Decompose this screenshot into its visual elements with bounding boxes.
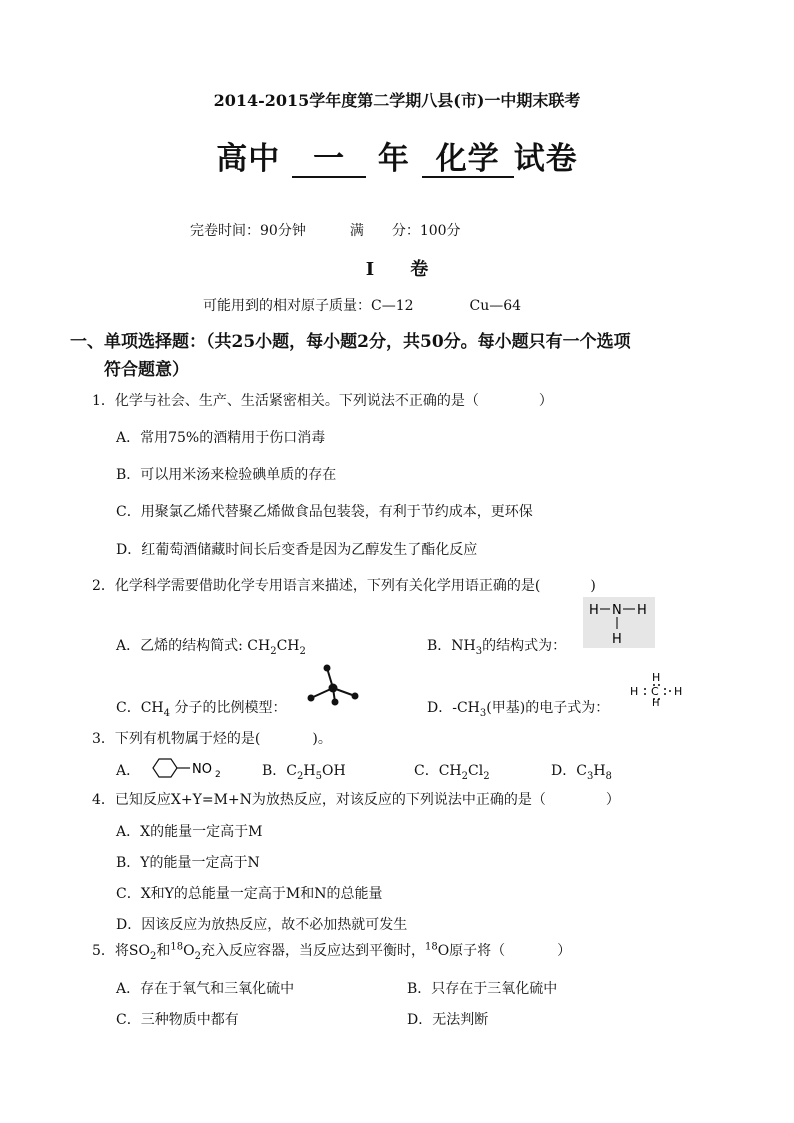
q2-b-sub: 3: [475, 645, 483, 657]
q3-c-text: C．CH: [414, 763, 462, 779]
q4-option-c: C．X和Y的总能量一定高于M和N的总能量: [116, 886, 383, 902]
q3-c-sub2: 2: [483, 770, 490, 782]
section-heading-line1: 一、单项选择题：（共25小题，每小题2分，共50分。每小题只有一个选项: [70, 332, 631, 352]
nh3-n: N: [612, 603, 622, 618]
question-2-stem: [92, 575, 596, 595]
exam-score: 满 分：100分: [349, 223, 461, 239]
q1-option-d: D．红葡萄酒储藏时间长后变香是因为乙醇发生了酯化反应: [116, 542, 478, 558]
nh3-structure-svg: [583, 597, 655, 648]
exam-time: 完卷时间：90分钟: [190, 223, 306, 239]
nitro-group: NO: [192, 762, 212, 777]
q4-option-b: B．Y的能量一定高于N: [116, 855, 260, 871]
q3-option-a-label: A．: [116, 763, 141, 779]
subtitle-grade: 一: [292, 142, 366, 178]
q5-stem3: O: [183, 943, 195, 959]
q5-option-b: B．只存在于三氧化硫中: [407, 981, 558, 997]
q2-stem-text: 2．化学科学需要借助化学专用语言来描述，下列有关化学用语正确的是(: [92, 578, 541, 594]
q2-a-text: A．乙烯的结构简式: CH: [116, 638, 271, 654]
q2-c-rest: 分子的比例模型：: [170, 700, 287, 716]
q2-d-text: D．-CH: [427, 700, 480, 716]
q1-paren-close: ）: [538, 393, 553, 409]
q2-b-text: B．NH: [427, 638, 476, 654]
q3-b-sub: 2: [297, 770, 304, 782]
q5-stem1: 5．将SO: [92, 943, 150, 959]
nitro-sub: 2: [215, 770, 221, 779]
q3-paren-close: )。: [312, 731, 332, 747]
q3-b-rest: OH: [321, 763, 346, 779]
question-1-stem: [92, 390, 553, 410]
q5-sup18b: 18: [424, 941, 438, 953]
q3-option-c: [414, 760, 490, 782]
ch4-ball-model: [305, 664, 361, 708]
q1-option-b: B．可以用米汤来检验碘单质的存在: [116, 467, 337, 483]
question-4-stem: [92, 789, 620, 809]
subtitle-subject: 化学: [422, 142, 514, 178]
q4-option-a: A．X的能量一定高于M: [116, 824, 263, 840]
volume-heading: Ⅰ 卷: [365, 259, 429, 280]
q1-option-c: C．用聚氯乙烯代替聚乙烯做食品包装袋，有利于节约成本，更环保: [116, 504, 533, 520]
q5-s-sub: 2: [149, 950, 157, 962]
q5-stem2: 和: [156, 943, 171, 959]
q5-o-sub: 2: [194, 950, 201, 962]
q4-stem-text: 4．已知反应X+Y=M+N为放热反应，对该反应的下列说法中正确的是（: [92, 792, 546, 808]
q3-d-text: D．C: [551, 763, 587, 779]
q2-c-sub: 4: [163, 707, 171, 719]
nitrobenzene-structure: [146, 757, 234, 779]
section-heading-line2: 符合题意）: [104, 360, 189, 380]
q2-d-sub: 3: [479, 707, 487, 719]
methyl-electron-formula: [626, 670, 688, 706]
q5-stem5: O原子将（: [437, 943, 506, 959]
q1-option-a: A．常用75%的酒精用于伤口消毒: [116, 430, 326, 446]
q3-d-sub: 3: [586, 770, 594, 782]
methyl-h-bottom: H: [652, 698, 660, 706]
exam-info: [190, 220, 461, 240]
q2-option-a: [116, 635, 306, 657]
q2-a-sub1: 2: [270, 645, 277, 657]
ch4-ball-model-svg: [305, 664, 361, 708]
q3-b-sub2: 5: [315, 770, 322, 782]
atomic-mass-cu: Cu—64: [469, 298, 522, 314]
subtitle-part2: 年: [377, 141, 410, 177]
q3-option-b: [262, 760, 346, 782]
methyl-h-right: H: [674, 685, 683, 698]
exam-title: 2014-2015学年度第二学期八县(市)一中期末联考: [213, 91, 581, 110]
q4-option-d: D．因该反应为放热反应，故不必加热就可发生: [116, 917, 408, 933]
q3-option-d: [551, 760, 612, 782]
q2-c-text: C．CH: [116, 700, 164, 716]
q3-stem-text: 3．下列有机物属于烃的是(: [92, 731, 261, 747]
q5-stem4: 充入反应容器，当反应达到平衡时，: [200, 943, 425, 959]
subtitle-part3: 试卷: [513, 141, 578, 177]
methyl-h-top: H: [652, 671, 661, 684]
q3-d-sub2: 8: [605, 770, 612, 782]
q3-c-sub: 2: [461, 770, 469, 782]
nh3-h-left: H: [589, 603, 599, 618]
q2-paren-close: ): [590, 578, 596, 594]
methyl-electron-svg: [626, 670, 688, 706]
q5-option-a: A．存在于氧气和三氧化硫中: [116, 981, 295, 997]
methyl-h-left: H: [630, 685, 639, 698]
q2-option-d: [427, 697, 609, 719]
q2-b-rest: 的结构式为：: [482, 638, 567, 654]
atomic-mass-c: 可能用到的相对原子质量：C—12: [203, 298, 414, 314]
q1-stem-text: 1．化学与社会、生产、生活紧密相关。下列说法不正确的是（: [92, 393, 479, 409]
q5-sup18: 18: [170, 941, 184, 953]
q5-paren-close: ）: [557, 943, 572, 959]
nh3-structure-diagram: [583, 597, 655, 648]
q2-a-mid: CH: [276, 638, 300, 654]
q3-d-mid: H: [593, 763, 606, 779]
question-5-stem: [92, 940, 571, 962]
atomic-masses: [203, 295, 521, 315]
q2-option-c: [116, 697, 286, 719]
question-3-stem: [92, 728, 332, 748]
nitrobenzene-svg: [146, 757, 234, 779]
q5-option-d: D．无法判断: [407, 1012, 489, 1028]
q3-b-text: B．C: [262, 763, 297, 779]
q5-option-c: C．三种物质中都有: [116, 1012, 239, 1028]
nh3-h-bottom: H: [612, 632, 622, 647]
methyl-c: C: [651, 685, 659, 698]
paper-subtitle: [0, 133, 794, 178]
q3-c-mid: Cl: [468, 763, 484, 779]
q2-a-sub2: 2: [299, 645, 306, 657]
q2-option-b: [427, 635, 566, 657]
q4-paren-close: ）: [605, 792, 620, 808]
q2-d-rest: (甲基)的电子式为：: [486, 700, 610, 716]
q3-b-mid: H: [303, 763, 316, 779]
nh3-h-right: H: [637, 603, 647, 618]
subtitle-part1: 高中: [216, 141, 281, 177]
